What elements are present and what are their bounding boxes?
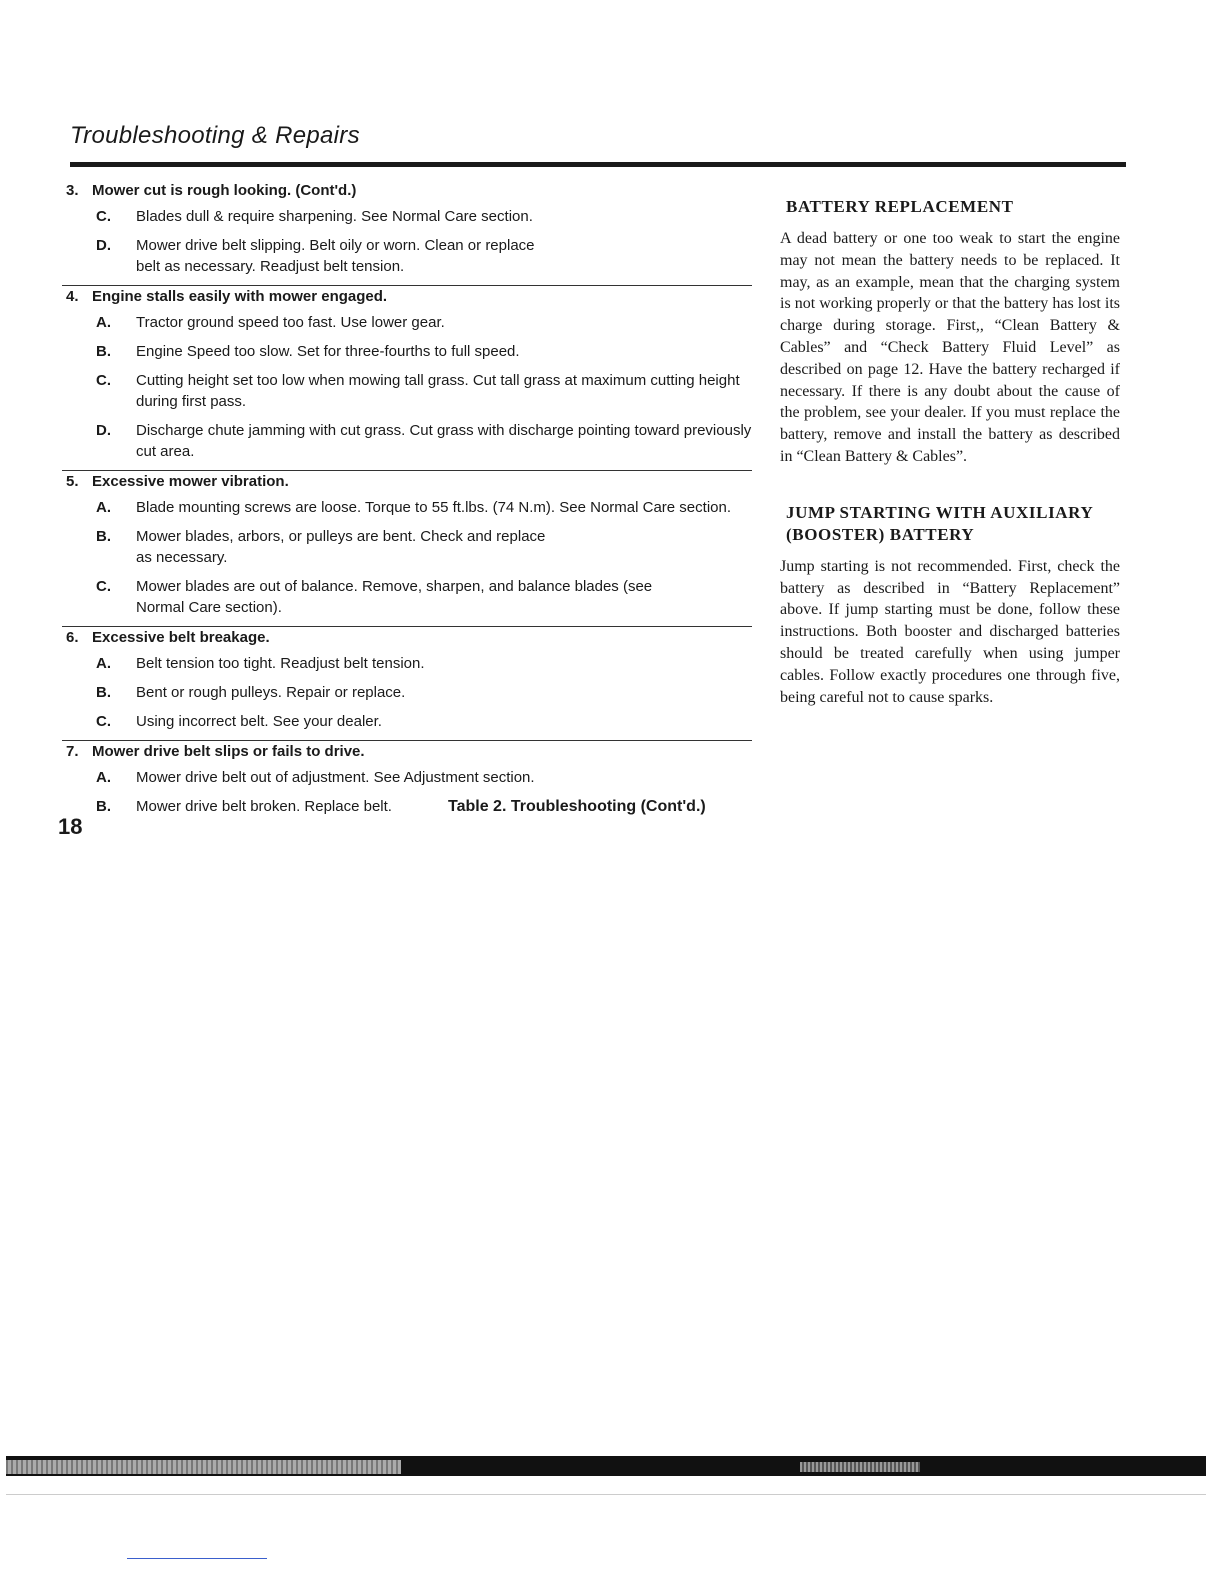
section-title-jump-starting: JUMP STARTING WITH AUXILIARY (BOOSTER) BATTERY — [786, 502, 1093, 544]
trouble-group-7 — [58, 741, 758, 788]
item-letter: A. — [96, 769, 111, 786]
group-number: 3. — [66, 182, 79, 199]
list-item — [58, 682, 758, 703]
group-title-text: Mower drive belt slips or fails to drive. — [92, 743, 365, 760]
item-letter: A. — [96, 499, 111, 516]
item-text: Mower drive belt slipping. Belt oily or worn. Clean or replace belt as necessary. Readjust belt tension. — [136, 237, 535, 275]
item-letter: C. — [96, 372, 111, 389]
item-text: Mower blades, arbors, or pulleys are bent. Check and replace as necessary. — [136, 528, 546, 566]
header-rule — [70, 162, 1126, 167]
trouble-group-5 — [58, 471, 758, 618]
item-text: Blade mounting screws are loose. Torque to 55 ft.lbs. (74 N.m). See Normal Care section. — [136, 499, 731, 516]
trouble-group-4 — [58, 286, 758, 462]
item-letter: B. — [96, 798, 111, 815]
item-text: Mower blades are out of balance. Remove, sharpen, and balance blades (see Normal Care section). — [136, 578, 653, 616]
group-title-text: Excessive mower vibration. — [92, 473, 289, 490]
list-item — [58, 235, 758, 277]
group-title-text: Mower cut is rough looking. (Cont'd.) — [92, 182, 357, 199]
table-footer — [58, 796, 758, 839]
divider — [127, 1558, 267, 1559]
page-number: 18 — [58, 814, 83, 839]
list-item — [58, 653, 758, 674]
group-title — [58, 286, 758, 309]
item-letter: C. — [96, 208, 111, 225]
list-item — [58, 767, 758, 788]
item-text: Mower drive belt out of adjustment. See Adjustment section. — [136, 769, 535, 786]
list-item — [58, 206, 758, 227]
list-item — [58, 341, 758, 362]
item-text: Belt tension too tight. Readjust belt tension. — [136, 655, 425, 672]
item-text: Using incorrect belt. See your dealer. — [136, 713, 382, 730]
group-number: 5. — [66, 473, 79, 490]
table-caption: Table 2. Troubleshooting (Cont'd.) — [448, 798, 706, 815]
group-title — [58, 627, 758, 650]
scan-band-texture — [800, 1462, 920, 1472]
item-text: Discharge chute jamming with cut grass. Cut grass with discharge pointing toward previously cut area. — [136, 422, 752, 460]
group-title — [58, 471, 758, 494]
item-text: Cutting height set too low when mowing tall grass. Cut tall grass at maximum cutting height during first pass. — [136, 372, 740, 410]
item-letter: B. — [96, 528, 111, 545]
item-text: Engine Speed too slow. Set for three-fourths to full speed. — [136, 343, 520, 360]
section-body-battery-replacement: A dead battery or one too weak to start the engine may not mean the battery needs to be replaced. It may, as an example, mean that the charging system is not working properly or that the battery has lost its charge during storage. First,, “Clean Battery & Cables” and “Check Battery Fluid Level” as described on page 12. Have the battery recharged if necessary. If there is any doubt about the cause of the problem, see your dealer. If you must replace the battery, remove and install the battery as described in “Clean Battery & Cables”. — [780, 230, 1120, 465]
list-item — [58, 576, 758, 618]
group-title — [58, 180, 758, 203]
group-title — [58, 741, 758, 764]
page-title: Troubleshooting & Repairs — [70, 122, 360, 149]
group-title-text: Engine stalls easily with mower engaged. — [92, 288, 388, 305]
item-text: Mower drive belt broken. Replace belt. — [136, 798, 392, 815]
list-item — [58, 497, 758, 518]
item-letter: C. — [96, 713, 111, 730]
trouble-group-3 — [58, 180, 758, 277]
item-letter: A. — [96, 314, 111, 331]
troubleshooting-table — [58, 180, 758, 839]
item-text: Blades dull & require sharpening. See Normal Care section. — [136, 208, 533, 225]
item-text: Tractor ground speed too fast. Use lower gear. — [136, 314, 445, 331]
list-item — [58, 526, 758, 568]
item-letter: A. — [96, 655, 111, 672]
trouble-group-6 — [58, 627, 758, 732]
list-item — [58, 420, 758, 462]
scan-band-texture — [6, 1460, 401, 1474]
item-letter: B. — [96, 684, 111, 701]
item-text: Bent or rough pulleys. Repair or replace. — [136, 684, 406, 701]
item-letter: B. — [96, 343, 111, 360]
group-number: 4. — [66, 288, 79, 305]
item-letter: D. — [96, 422, 111, 439]
right-column — [780, 196, 1120, 742]
list-item — [58, 370, 758, 412]
group-number: 7. — [66, 743, 79, 760]
list-item — [58, 312, 758, 333]
item-letter: C. — [96, 578, 111, 595]
group-title-text: Excessive belt breakage. — [92, 629, 270, 646]
section-title-battery-replacement: BATTERY REPLACEMENT — [786, 197, 1014, 216]
divider — [6, 1494, 1206, 1495]
list-item — [58, 711, 758, 732]
item-letter: D. — [96, 237, 111, 254]
section-body-jump-starting: Jump starting is not recommended. First, check the battery as described in “Battery Replacement” above. If jump starting must be done, follow these instructions. Both booster and discharged batteries should be treated carefully when using jumper cables. Follow exactly procedures one through five, being careful not to cause sparks. — [780, 557, 1120, 706]
group-number: 6. — [66, 629, 79, 646]
